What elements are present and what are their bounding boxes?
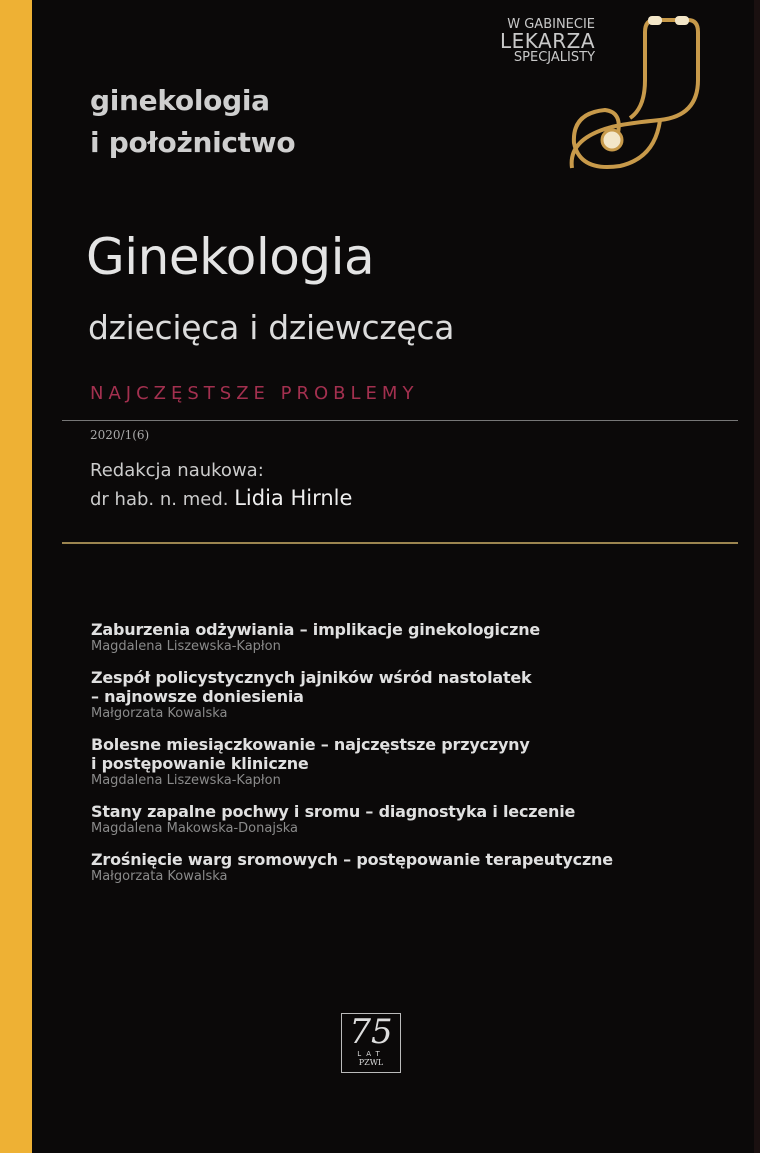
- series-name: [90, 80, 295, 164]
- toc-title: Bolesne miesiączkowanie – najczęstsze przyczyny i postępowanie kliniczne: [91, 735, 530, 773]
- toc-item: [91, 802, 691, 837]
- book-subtitle: dziecięca i dziewczęca: [88, 308, 455, 347]
- brand-line-3: SPECJALISTY: [513, 50, 596, 65]
- editor-label: Redakcja naukowa:: [90, 460, 264, 481]
- toc-author: Magdalena Liszewska-Kapłon: [91, 773, 281, 788]
- toc-author: Małgorzata Kowalska: [91, 869, 228, 884]
- editor-name-line: [90, 486, 352, 510]
- brand-line-1: W GABINECIE: [507, 17, 596, 32]
- toc-title: Zaburzenia odżywiania – implikacje ginekologiczne: [91, 620, 541, 639]
- divider: [62, 420, 738, 421]
- editor-title: dr hab. n. med.: [90, 489, 229, 510]
- tagline: NAJCZĘSTSZE PROBLEMY: [90, 383, 419, 404]
- series-line-1: ginekologia: [90, 84, 270, 117]
- toc-author: Magdalena Makowska-Donajska: [91, 821, 298, 836]
- gold-divider: [62, 542, 738, 544]
- issue-number: 2020/1(6): [90, 428, 150, 442]
- toc-title: Stany zapalne pochwy i sromu – diagnostyka i leczenie: [91, 802, 576, 821]
- editor-name: Lidia Hirnle: [234, 486, 353, 510]
- toc-author: Magdalena Liszewska-Kapłon: [91, 639, 281, 654]
- publisher-name: PZWL: [358, 1058, 384, 1067]
- toc-item: [91, 620, 691, 655]
- series-line-2: i położnictwo: [90, 126, 296, 159]
- toc-title: Zrośnięcie warg sromowych – postępowanie terapeutyczne: [91, 850, 613, 869]
- toc-item: [91, 735, 691, 789]
- table-of-contents: [91, 620, 691, 898]
- spine-stripe: [0, 0, 32, 1153]
- publisher-logo: [341, 1013, 401, 1073]
- toc-title: Zespół policystycznych jajników wśród nastolatek – najnowsze doniesienia: [91, 668, 532, 706]
- toc-item: [91, 850, 691, 885]
- toc-item: [91, 668, 691, 722]
- anniversary-number: 75: [349, 1012, 393, 1052]
- brand-line-2: LEKARZA: [500, 29, 596, 53]
- stethoscope-icon: [560, 8, 710, 178]
- book-title: Ginekologia: [86, 228, 375, 286]
- anniversary-label: LAT: [357, 1050, 385, 1058]
- toc-author: Małgorzata Kowalska: [91, 706, 228, 721]
- cover-edge: [754, 0, 760, 1153]
